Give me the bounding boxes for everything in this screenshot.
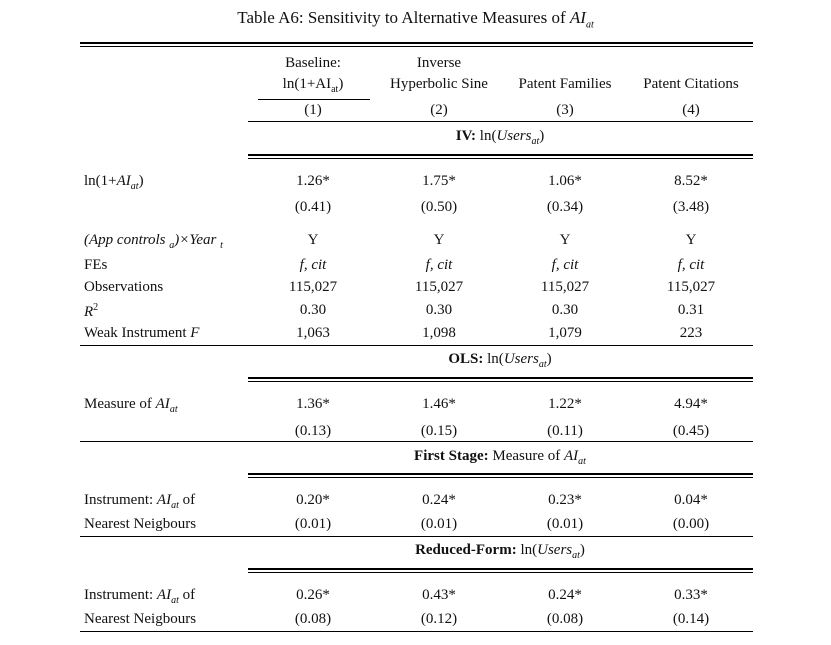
first-coef: 0.20* bbox=[296, 492, 330, 508]
controls-label-bsub: t bbox=[220, 240, 223, 251]
ols-se: (0.11) bbox=[547, 423, 583, 439]
panel-first-var: AI bbox=[564, 448, 579, 464]
ols-coef: 1.46* bbox=[422, 396, 456, 412]
row-label-ln-ai-end: ) bbox=[138, 173, 144, 189]
row-label-reduced-instrument bbox=[84, 587, 195, 606]
col1-header-line2 bbox=[248, 76, 378, 95]
first-coef: 0.04* bbox=[674, 492, 708, 508]
panel-iv-rule-thin bbox=[248, 158, 753, 159]
reduced-label-pre: Instrument: bbox=[84, 587, 157, 603]
row-label-ln-ai-pre: ln(1+ bbox=[84, 173, 117, 189]
panel-reduced-end: ) bbox=[579, 542, 585, 558]
col1-header-line1: Baseline: bbox=[285, 55, 341, 71]
r2-value: 0.31 bbox=[677, 302, 705, 318]
panel-first-stage-title bbox=[248, 448, 752, 467]
ols-coef: 1.36* bbox=[296, 396, 330, 412]
controls-value: Y bbox=[433, 232, 445, 248]
measure-label-var: AI bbox=[155, 396, 170, 412]
col2-header-line2: Hyperbolic Sine bbox=[390, 76, 488, 92]
panel-reduced-rule-thin bbox=[248, 572, 753, 573]
weak-instrument-value: 1,063 bbox=[296, 325, 330, 341]
row-label-observations: Observations bbox=[84, 279, 164, 295]
panel-ols-rest: ln( bbox=[483, 351, 504, 367]
panel-ols-rule-thick bbox=[248, 377, 753, 379]
row-label-first-instrument bbox=[84, 492, 195, 511]
col4-number: (4) bbox=[682, 102, 700, 118]
panel-iv-bold: IV: bbox=[455, 128, 477, 144]
reduced-coef: 0.24* bbox=[548, 587, 582, 603]
iv-bottom-rule bbox=[80, 345, 753, 346]
reduced-label-sub: at bbox=[171, 595, 179, 606]
reduced-se: (0.12) bbox=[420, 611, 458, 627]
table-title-var: AI bbox=[569, 8, 586, 27]
table-title-text: Table A6: Sensitivity to Alternative Measures of bbox=[237, 8, 570, 27]
row-label-ln-ai bbox=[84, 173, 144, 192]
panel-first-bold: First Stage: bbox=[414, 448, 489, 464]
header-rule bbox=[248, 121, 753, 122]
col1-underline bbox=[258, 99, 370, 100]
panel-first-rest: Measure of bbox=[488, 448, 564, 464]
controls-label-b: )×Year bbox=[174, 232, 221, 248]
table-bottom-rule bbox=[80, 631, 753, 632]
row-label-controls bbox=[84, 232, 223, 251]
weak-label-var: F bbox=[190, 325, 200, 341]
r2-label-sup: 2 bbox=[93, 302, 99, 313]
weak-label-text: Weak Instrument bbox=[84, 325, 191, 341]
panel-iv-rule-thick bbox=[248, 154, 753, 156]
fes-value-text: f, cit bbox=[425, 257, 453, 273]
row-label-fes: FEs bbox=[84, 257, 108, 273]
col3-number: (3) bbox=[556, 102, 574, 118]
reduced-label-var: AI bbox=[156, 587, 172, 603]
row-label-first-instrument-line2: Nearest Neigbours bbox=[84, 516, 197, 532]
ols-coef: 1.22* bbox=[548, 396, 582, 412]
ols-coef: 4.94* bbox=[674, 396, 708, 412]
controls-value: Y bbox=[307, 232, 319, 248]
fes-value bbox=[374, 257, 504, 274]
panel-first-sub: at bbox=[578, 456, 586, 467]
first-se: (0.01) bbox=[546, 516, 584, 532]
col2-header-line1: Inverse bbox=[416, 55, 462, 71]
iv-se: (0.50) bbox=[420, 199, 458, 215]
table-title-sub: at bbox=[585, 19, 594, 31]
col2-number: (2) bbox=[430, 102, 448, 118]
panel-first-rule-thick bbox=[248, 473, 753, 475]
first-coef: 0.24* bbox=[422, 492, 456, 508]
col1-header-sub: at bbox=[331, 84, 339, 95]
iv-se: (0.41) bbox=[294, 199, 332, 215]
col4-header-line2: Patent Citations bbox=[643, 76, 739, 92]
r2-value: 0.30 bbox=[425, 302, 453, 318]
fes-value-text: f, cit bbox=[551, 257, 579, 273]
first-label-var: AI bbox=[156, 492, 172, 508]
r2-value: 0.30 bbox=[551, 302, 579, 318]
row-label-measure-ai bbox=[84, 396, 178, 415]
first-label-end: of bbox=[178, 492, 196, 508]
panel-ols-var: Users bbox=[503, 351, 539, 367]
row-label-r2 bbox=[84, 302, 98, 321]
panel-reduced-bold: Reduced-Form: bbox=[415, 542, 517, 558]
panel-ols-title bbox=[248, 351, 752, 370]
panel-reduced-rule-thick bbox=[248, 568, 753, 570]
table-title bbox=[0, 8, 831, 30]
row-label-ln-ai-sub: at bbox=[130, 181, 139, 192]
observations-value: 115,027 bbox=[414, 279, 464, 295]
first-se: (0.00) bbox=[672, 516, 710, 532]
fes-value-text: f, cit bbox=[299, 257, 327, 273]
col1-number: (1) bbox=[304, 102, 322, 118]
panel-reduced-sub: at bbox=[572, 550, 580, 561]
measure-label-sub: at bbox=[169, 404, 178, 415]
r2-label-text: R bbox=[84, 304, 94, 320]
first-bottom-rule bbox=[80, 536, 753, 537]
panel-reduced-var: Users bbox=[537, 542, 573, 558]
controls-value: Y bbox=[685, 232, 697, 248]
top-rule-thick bbox=[80, 42, 753, 44]
measure-label-pre: Measure of bbox=[84, 396, 156, 412]
fes-value-text: f, cit bbox=[677, 257, 705, 273]
panel-ols-sub: at bbox=[538, 359, 547, 370]
r2-value: 0.30 bbox=[299, 302, 327, 318]
row-label-ln-ai-var: AI bbox=[116, 173, 131, 189]
weak-instrument-value: 1,079 bbox=[548, 325, 582, 341]
first-coef: 0.23* bbox=[548, 492, 582, 508]
panel-iv-var: Users bbox=[496, 128, 532, 144]
reduced-se: (0.08) bbox=[546, 611, 584, 627]
row-label-weak-instrument bbox=[84, 325, 199, 342]
reduced-se: (0.14) bbox=[672, 611, 710, 627]
iv-se: (3.48) bbox=[672, 199, 710, 215]
first-se: (0.01) bbox=[294, 516, 332, 532]
panel-ols-rule-thin bbox=[248, 381, 753, 382]
observations-value: 115,027 bbox=[288, 279, 338, 295]
col3-header-line2: Patent Families bbox=[518, 76, 612, 92]
iv-coef: 1.75* bbox=[422, 173, 456, 189]
iv-coef: 1.26* bbox=[296, 173, 330, 189]
observations-value: 115,027 bbox=[540, 279, 590, 295]
panel-first-rule-thin bbox=[248, 477, 753, 478]
fes-value bbox=[248, 257, 378, 274]
panel-ols-bold: OLS: bbox=[448, 351, 484, 367]
panel-iv-rest: ln( bbox=[476, 128, 497, 144]
iv-coef: 8.52* bbox=[674, 173, 708, 189]
iv-coef: 1.06* bbox=[548, 173, 582, 189]
ols-se: (0.13) bbox=[294, 423, 332, 439]
weak-instrument-value: 223 bbox=[679, 325, 703, 341]
ols-se: (0.45) bbox=[672, 423, 710, 439]
panel-iv-end: ) bbox=[539, 128, 545, 144]
iv-se: (0.34) bbox=[546, 199, 584, 215]
reduced-coef: 0.33* bbox=[674, 587, 708, 603]
first-label-sub: at bbox=[171, 500, 179, 511]
top-rule-thin bbox=[80, 46, 753, 47]
observations-value: 115,027 bbox=[666, 279, 716, 295]
panel-ols-end: ) bbox=[546, 351, 552, 367]
controls-label-asub: a bbox=[169, 240, 175, 251]
panel-iv-sub: at bbox=[531, 136, 540, 147]
col1-header-line2-text: ln(1+AI bbox=[282, 76, 332, 92]
reduced-label-end: of bbox=[178, 587, 196, 603]
controls-label-a: (App controls bbox=[84, 232, 170, 248]
col1-header-end: ) bbox=[338, 76, 344, 92]
controls-value: Y bbox=[559, 232, 571, 248]
ols-se: (0.15) bbox=[420, 423, 458, 439]
first-se: (0.01) bbox=[420, 516, 458, 532]
fes-value bbox=[500, 257, 630, 274]
reduced-se: (0.08) bbox=[294, 611, 332, 627]
first-label-pre: Instrument: bbox=[84, 492, 157, 508]
reduced-coef: 0.43* bbox=[422, 587, 456, 603]
panel-reduced-form-title bbox=[248, 542, 752, 561]
row-label-reduced-instrument-line2: Nearest Neigbours bbox=[84, 611, 197, 627]
panel-reduced-rest: ln( bbox=[516, 542, 538, 558]
panel-iv-title bbox=[248, 128, 752, 147]
fes-value bbox=[626, 257, 756, 274]
ols-bottom-rule bbox=[80, 441, 753, 442]
reduced-coef: 0.26* bbox=[296, 587, 330, 603]
weak-instrument-value: 1,098 bbox=[422, 325, 456, 341]
